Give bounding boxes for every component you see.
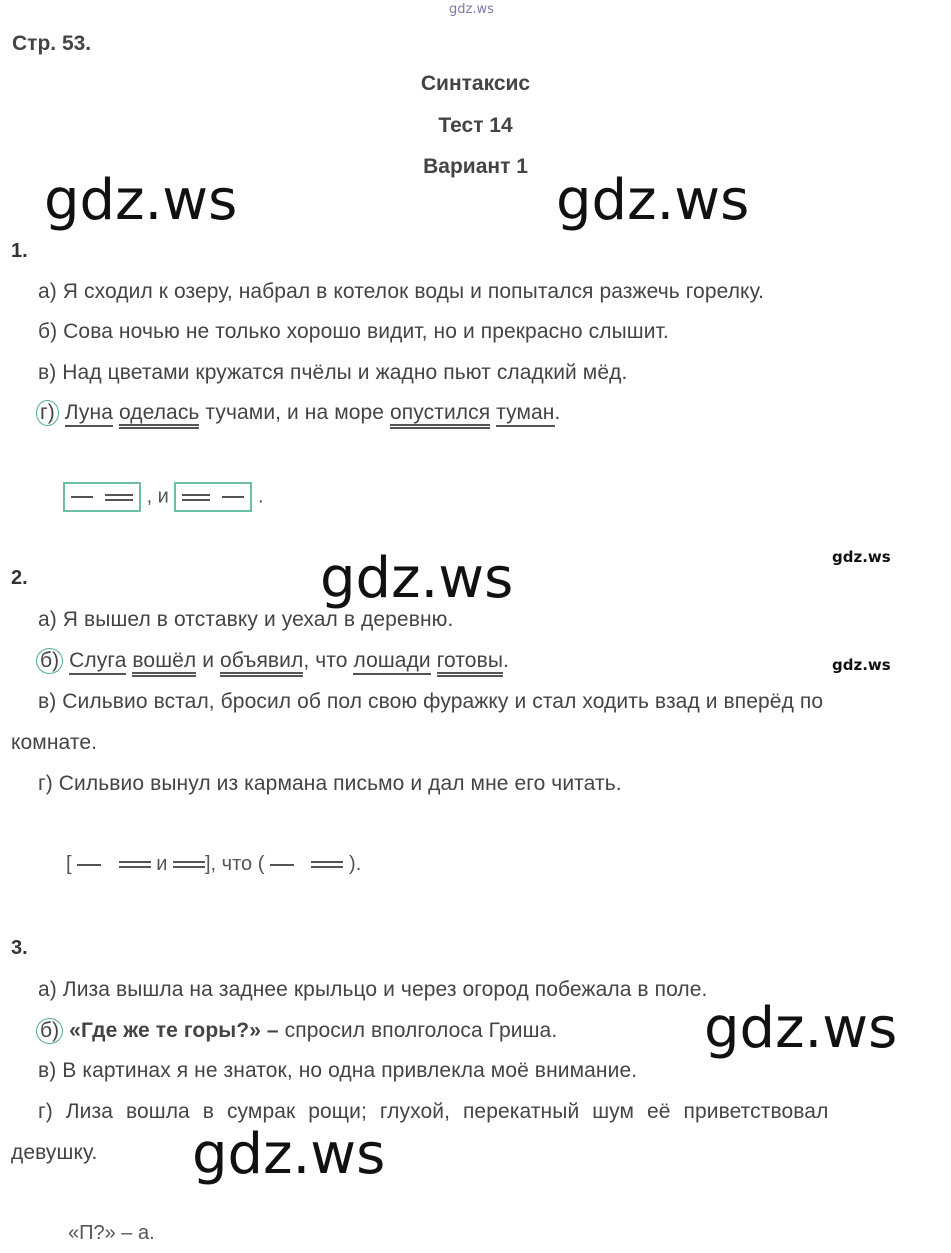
answer-option: в) В картинах я не знаток, но одна привлекла моё внимание. [38, 1059, 638, 1082]
answer-option-selected [36, 1018, 557, 1044]
answer-option-continued: девушку. [11, 1141, 98, 1164]
predicate: оделась [119, 401, 200, 429]
watermark: gdz.ws [192, 1122, 386, 1187]
answer-option-selected [36, 400, 560, 426]
sentence-schema: «П?» – а. [68, 1222, 155, 1244]
watermark-top: gdz.ws [449, 2, 494, 17]
predicate: объявил [220, 649, 303, 677]
watermark: gdz.ws [704, 996, 898, 1061]
answer-option-selected [36, 648, 509, 674]
subject-mark [77, 864, 101, 866]
sentence-end: . [554, 401, 561, 424]
predicate: готовы [437, 649, 503, 677]
answer-option: г) Лиза вошла в сумрак рощи; глухой, перекатный шум её приветствовал [38, 1100, 829, 1123]
subject: туман [496, 401, 554, 427]
watermark: gdz.ws [556, 168, 750, 233]
sentence-schema [63, 482, 264, 512]
predicate-mark [311, 861, 343, 868]
selected-marker: б) [36, 648, 63, 674]
sentence-schema [66, 853, 361, 876]
page-reference: Стр. 53. [12, 32, 92, 55]
variant-title: Вариант 1 [423, 155, 528, 178]
subject-mark [71, 496, 93, 498]
clause-box [174, 482, 252, 512]
subject: Луна [65, 401, 113, 427]
sentence-end: . [503, 649, 509, 672]
answer-option: б) Сова ночью не только хорошо видит, но и прекрасно слышит. [38, 320, 669, 343]
answer-option: г) Сильвио вынул из кармана письмо и дал мне его читать. [38, 772, 622, 795]
watermark: gdz.ws [44, 168, 238, 233]
predicate: вошёл [132, 649, 196, 677]
schema-text: . [257, 485, 264, 508]
subject: Слуга [69, 649, 126, 675]
sentence-text: и [202, 649, 215, 672]
subject-mark [270, 864, 294, 866]
selected-marker: б) [36, 1018, 63, 1044]
answer-option: в) Над цветами кружатся пчёлы и жадно пьют сладкий мёд. [38, 361, 628, 384]
answer-option: а) Я вышел в отставку и уехал в деревню. [38, 608, 454, 631]
question-number: 1. [11, 240, 28, 262]
sentence-text: тучами, и на море [205, 401, 385, 424]
schema-text: ], что ( [204, 853, 265, 875]
test-title: Тест 14 [438, 114, 513, 137]
watermark-small: gdz.ws [832, 656, 891, 674]
predicate: опустился [390, 401, 490, 429]
predicate-mark [105, 494, 133, 501]
schema-text: и [156, 853, 168, 875]
predicate-mark [119, 861, 151, 868]
predicate-mark [182, 494, 210, 501]
question-number: 2. [11, 567, 28, 589]
schema-text: ). [349, 853, 362, 875]
section-title: Синтаксис [420, 72, 531, 95]
author-words: спросил вполголоса Гриша. [284, 1019, 558, 1042]
schema-bracket: [ [66, 853, 72, 875]
watermark: gdz.ws [320, 546, 514, 611]
sentence-text: , что [303, 649, 348, 672]
clause-box [63, 482, 141, 512]
schema-text: , и [146, 485, 169, 508]
question-number: 3. [11, 937, 28, 959]
predicate-mark [173, 861, 205, 868]
answer-option: а) Лиза вышла на заднее крыльцо и через огород побежала в поле. [38, 978, 708, 1001]
answer-option: а) Я сходил к озеру, набрал в котелок воды и попытался разжечь горелку. [38, 280, 765, 303]
answer-option-continued: комнате. [11, 731, 98, 754]
subject-mark [222, 496, 244, 498]
subject: лошади [353, 649, 430, 675]
selected-marker: г) [36, 400, 59, 426]
answer-option: в) Сильвио встал, бросил об пол свою фуражку и стал ходить взад и вперёд по [38, 690, 824, 713]
direct-speech: «Где же те горы?» – [69, 1019, 279, 1042]
watermark-small: gdz.ws [832, 548, 891, 566]
